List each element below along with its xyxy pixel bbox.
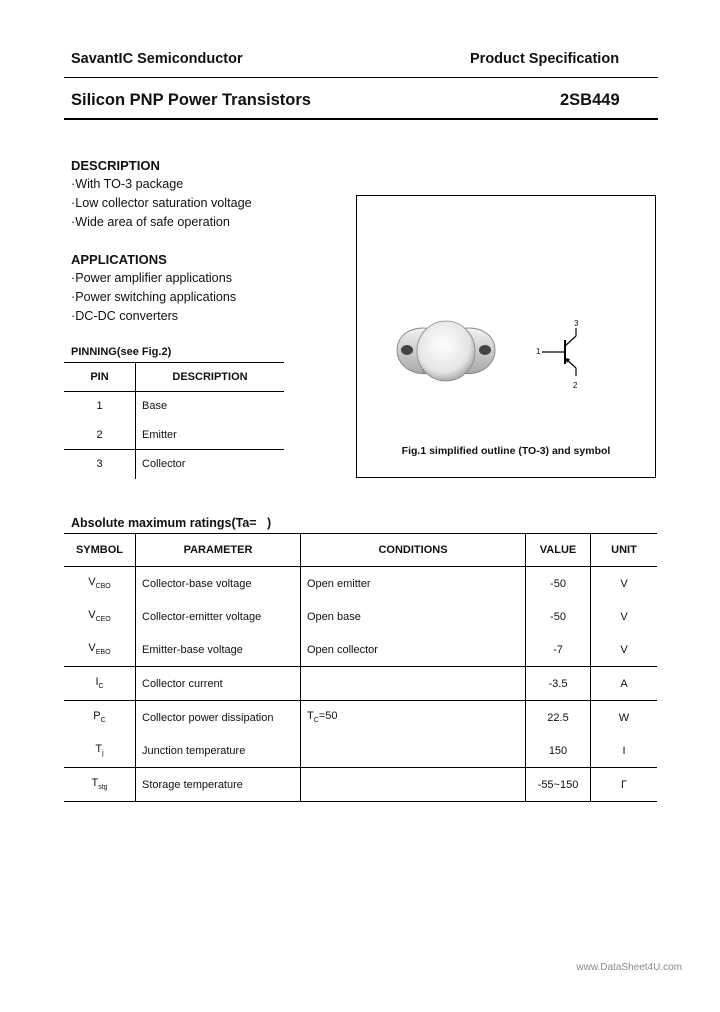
value-cell: -50 — [526, 600, 591, 633]
description-item: ·Low collector saturation voltage — [71, 196, 252, 210]
symbol-letter: V — [88, 576, 96, 589]
ratings-table — [64, 533, 657, 802]
parameter-cell: Collector power dissipation — [136, 701, 301, 735]
symbol-subscript: EBO — [95, 649, 111, 657]
table-row — [64, 633, 657, 667]
parameter-cell: Collector current — [136, 667, 301, 701]
unit-cell: Γ — [591, 768, 658, 802]
parameter-cell: Junction temperature — [136, 734, 301, 768]
ratings-col-parameter: PARAMETER — [136, 534, 301, 567]
parameter-cell: Collector-base voltage — [136, 567, 301, 601]
figure-caption: Fig.1 simplified outline (TO-3) and symbol — [401, 445, 611, 457]
pinning-header-row — [64, 363, 284, 392]
header-rule-bottom — [64, 118, 658, 120]
pinning-heading: PINNING(see Fig.2) — [71, 346, 172, 358]
applications-item: ·Power amplifier applications — [71, 271, 232, 285]
table-row — [64, 450, 284, 479]
value-cell: -50 — [526, 567, 591, 601]
pin-description: Collector — [136, 450, 285, 479]
unit-cell: W — [591, 701, 658, 735]
condition-subscript: C — [313, 717, 319, 725]
pinning-table — [64, 362, 284, 479]
table-row — [64, 701, 657, 735]
applications-item: ·DC-DC converters — [71, 309, 179, 323]
conditions-cell: Open base — [301, 600, 526, 633]
unit-cell: I — [591, 734, 658, 768]
unit-cell: V — [591, 567, 658, 601]
description-item: ·With TO-3 package — [71, 177, 184, 191]
header-rule-top — [64, 77, 658, 78]
table-row — [64, 768, 657, 802]
unit-cell: V — [591, 600, 658, 633]
value-cell: -55~150 — [526, 768, 591, 802]
ratings-header-row — [64, 534, 657, 567]
document-type: Product Specification — [470, 51, 620, 67]
applications-item: ·Power switching applications — [71, 290, 237, 304]
conditions-cell — [301, 734, 526, 768]
conditions-cell — [301, 667, 526, 701]
symbol-label-collector: 3 — [574, 319, 579, 328]
value-cell: 22.5 — [526, 701, 591, 735]
pinning-col-description: DESCRIPTION — [136, 363, 285, 392]
symbol-cell — [64, 768, 136, 802]
symbol-cell — [64, 701, 136, 735]
pinning-col-pin: PIN — [64, 363, 136, 392]
unit-cell: V — [591, 633, 658, 667]
conditions-cell — [301, 768, 526, 802]
value-cell: 150 — [526, 734, 591, 768]
table-row — [64, 567, 657, 601]
symbol-label-emitter: 2 — [573, 381, 578, 390]
symbol-cell — [64, 567, 136, 601]
symbol-cell — [64, 600, 136, 633]
symbol-subscript: CBO — [95, 583, 111, 591]
ratings-col-unit: UNIT — [591, 534, 658, 567]
symbol-cell — [64, 633, 136, 667]
table-row — [64, 392, 284, 421]
symbol-subscript: j — [102, 750, 104, 758]
unit-cell: A — [591, 667, 658, 701]
symbol-letter: T — [95, 743, 103, 756]
table-row — [64, 421, 284, 450]
symbol-letter: T — [91, 777, 99, 790]
condition-symbol: T — [307, 710, 314, 723]
symbol-subscript: C — [98, 683, 104, 691]
part-number: 2SB449 — [560, 91, 620, 109]
condition-value: =50 — [318, 710, 338, 723]
table-row — [64, 600, 657, 633]
parameter-cell: Emitter-base voltage — [136, 633, 301, 667]
symbol-label-base: 1 — [536, 347, 541, 356]
conditions-cell — [301, 701, 526, 735]
pin-number: 3 — [96, 458, 103, 471]
company-name: SavantIC Semiconductor — [71, 51, 243, 67]
ratings-col-value: VALUE — [526, 534, 591, 567]
pin-description: Base — [136, 392, 285, 421]
value-cell: -7 — [526, 633, 591, 667]
description-item: ·Wide area of safe operation — [71, 215, 230, 229]
watermark: www.DataSheet4U.com — [576, 962, 682, 973]
table-row — [64, 734, 657, 768]
conditions-cell: Open emitter — [301, 567, 526, 601]
description-heading: DESCRIPTION — [71, 158, 160, 173]
symbol-letter: V — [88, 609, 96, 622]
applications-list — [71, 269, 236, 326]
symbol-letter: P — [93, 710, 101, 723]
table-row — [64, 667, 657, 701]
value-cell: -3.5 — [526, 667, 591, 701]
applications-heading: APPLICATIONS — [71, 252, 167, 267]
symbol-cell — [64, 734, 136, 768]
product-title: Silicon PNP Power Transistors — [71, 91, 311, 109]
description-list — [71, 175, 252, 232]
symbol-letter: V — [88, 642, 96, 655]
ratings-col-symbol: SYMBOL — [64, 534, 136, 567]
ratings-col-conditions: CONDITIONS — [301, 534, 526, 567]
symbol-letter: I — [95, 676, 99, 689]
parameter-cell: Collector-emitter voltage — [136, 600, 301, 633]
ratings-heading: Absolute maximum ratings(Ta= ) — [71, 516, 272, 530]
pin-description: Emitter — [136, 421, 285, 450]
parameter-cell: Storage temperature — [136, 768, 301, 802]
symbol-subscript: C — [100, 717, 106, 725]
symbol-subscript: CEO — [95, 616, 111, 624]
symbol-cell — [64, 667, 136, 701]
pin-number: 1 — [96, 400, 103, 413]
pin-number: 2 — [96, 428, 103, 441]
pnp-transistor-symbol-icon — [532, 316, 632, 396]
conditions-cell: Open collector — [301, 633, 526, 667]
symbol-subscript: stg — [98, 784, 108, 792]
figure-box — [356, 195, 656, 478]
